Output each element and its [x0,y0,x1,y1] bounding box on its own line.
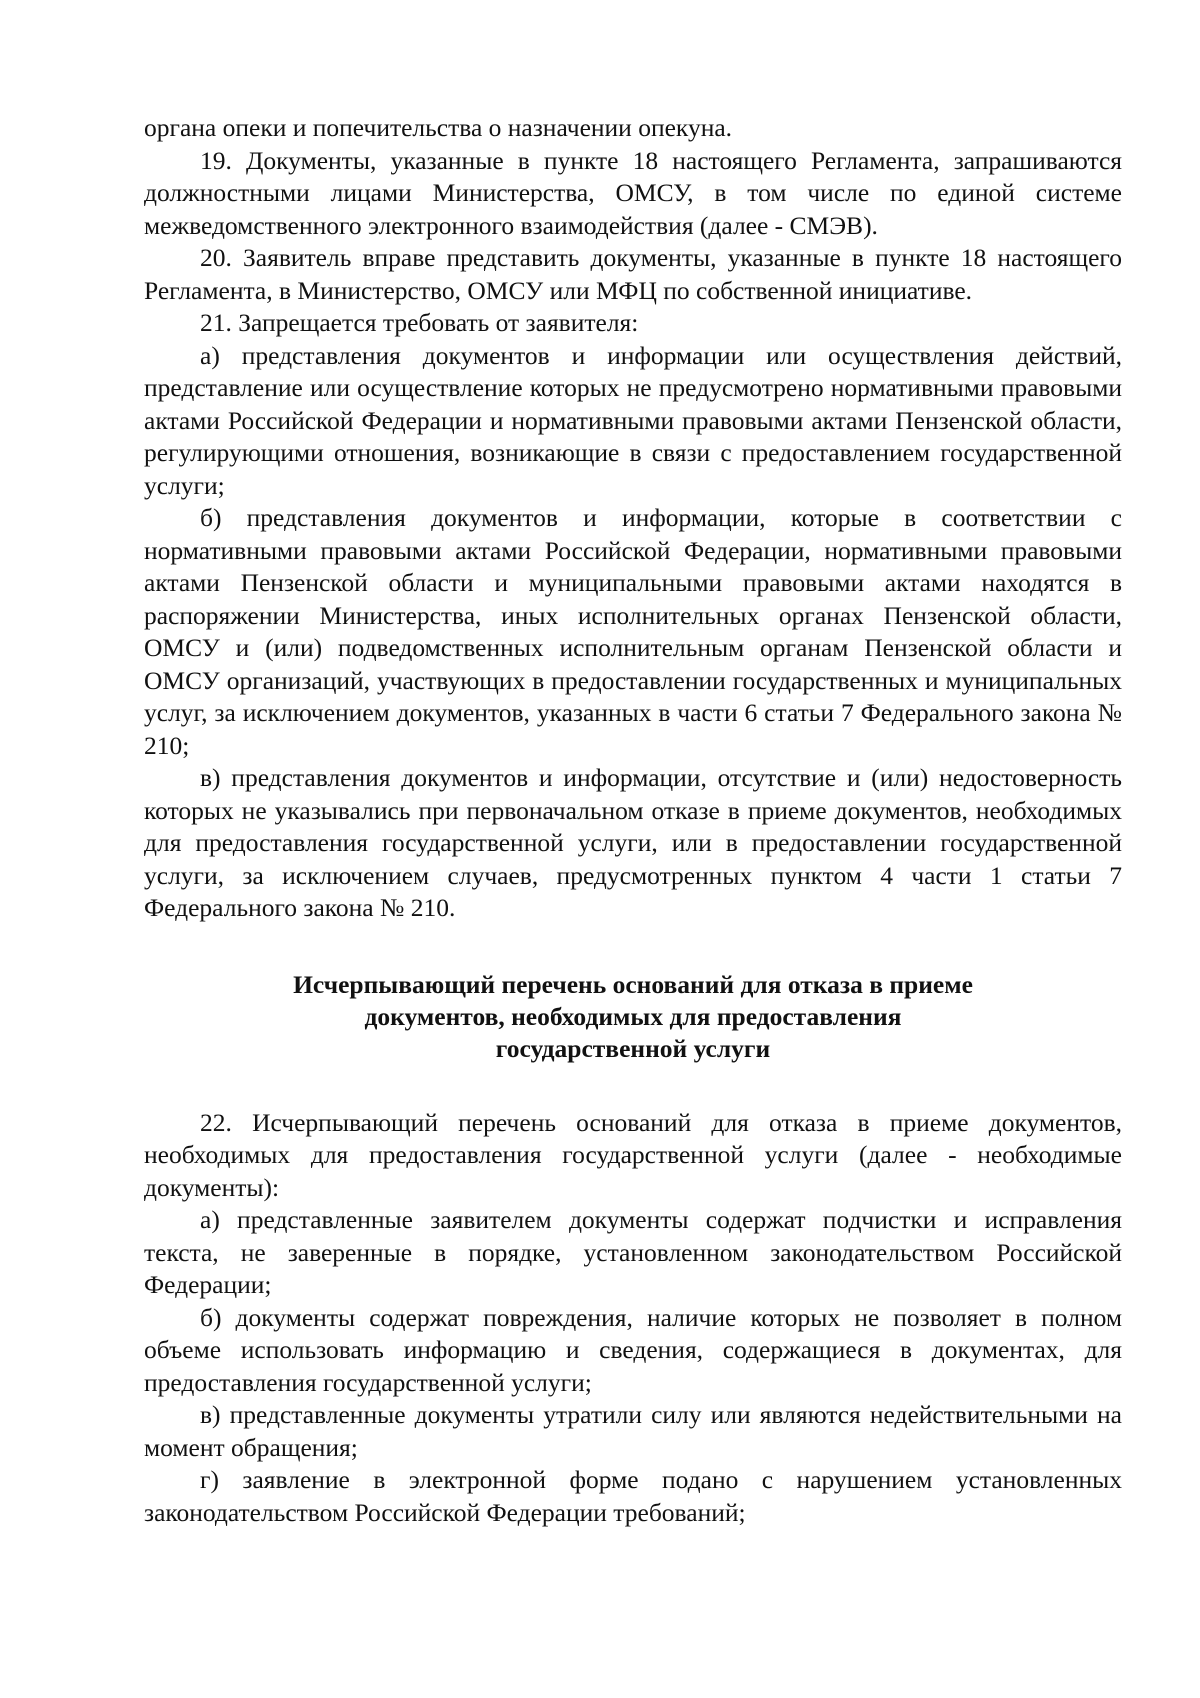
paragraph-19: 19. Документы, указанные в пункте 18 настоящего Регламента, запрашиваются должностными лицами Министерства, ОМСУ, в том числе по единой системе межведомственного электронного взаимодействия (далее - СМЭВ). [144,145,1122,240]
paragraph-21-v: в) представления документов и информации, отсутствие и (или) недостоверность которых не указывались при первоначальном отказе в приеме документов, необходимых для предоставления государственной услуги, или в предоставлении государственной услуги, за исключением случаев, предусмотренных пунктом 4 части 1 статьи 7 Федерального закона № 210. [144,763,1122,922]
section-heading [144,969,1122,1065]
section-heading-line-1: Исчерпывающий перечень оснований для отказа в приеме [293,969,973,999]
document-page [144,112,1122,1529]
paragraph-21-a: а) представления документов и информации или осуществления действий, представление или осуществление которых не предусмотрено нормативными правовыми актами Российской Федерации и нормативными правовыми актами Пензенской области, регулирующими отношения, возникающие в связи с предоставлением государственной услуги; [144,340,1122,500]
continuation-text: органа опеки и попечительства о назначении опекуна. [144,113,733,142]
paragraph-21-b: б) представления документов и информации, которые в соответствии с нормативными правовыми актами Российской Федерации, нормативными правовыми актами Пензенской области и муниципальными правовыми актами находятся в распоряжении Министерства, иных исполнительных органах Пензенской области, ОМСУ и (или) подведомственных исполнительным органам Пензенской области и ОМСУ организаций, участвующих в предоставлении государственных и муниципальных услуг, за исключением документов, указанных в части 6 статьи 7 Федерального закона № 210; [144,503,1122,760]
paragraph-22: 22. Исчерпывающий перечень оснований для отказа в приеме документов, необходимых для предоставления государственной услуги (далее - необходимые документы): [144,1107,1122,1202]
paragraph-22-v: в) представленные документы утратили силу или являются недействительными на момент обращения; [144,1400,1122,1462]
section-heading-line-3: государственной услуги [495,1033,771,1063]
section-heading-line-2: документов, необходимых для предоставления [364,1001,902,1031]
paragraph-22-g: г) заявление в электронной форме подано с нарушением установленных законодательством Российской Федерации требований; [144,1465,1122,1527]
paragraph-20: 20. Заявитель вправе представить документы, указанные в пункте 18 настоящего Регламента, в Министерство, ОМСУ или МФЦ по собственной инициативе. [144,243,1122,305]
paragraph-21: 21. Запрещается требовать от заявителя: [200,308,639,337]
paragraph-22-a: а) представленные заявителем документы содержат подчистки и исправления текста, не заверенные в порядке, установленном законодательством Российской Федерации; [144,1205,1122,1299]
paragraph-22-b: б) документы содержат повреждения, наличие которых не позволяет в полном объеме использовать информацию и сведения, содержащиеся в документах, для предоставления государственной услуги; [144,1302,1122,1397]
